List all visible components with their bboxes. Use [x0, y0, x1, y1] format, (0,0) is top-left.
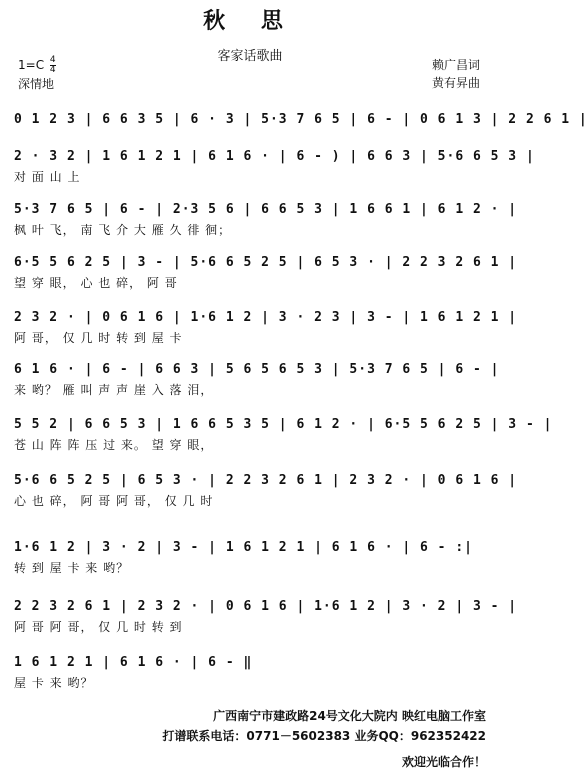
key-value: 1=C	[18, 58, 45, 72]
key-signature	[18, 56, 56, 75]
notation-line: 1 6 1 2 1 | 6 1 6 · | 6 - ‖	[14, 654, 253, 670]
lyric-line: 阿 哥 阿 哥， 仅 几 时 转 到	[14, 619, 183, 634]
footer-contact: 打谱联系电话：0771－5602383 业务QQ：962352422	[162, 729, 486, 743]
staff-system-1	[14, 108, 588, 148]
footer-address: 广西南宁市建政路24号文化大院内 映红电脑工作室	[213, 709, 486, 723]
tempo-marking: 深情地	[18, 77, 55, 91]
staff-system-10	[14, 595, 518, 635]
notation-line: 2 2 3 2 6 1 | 2 3 2 · | 0 6 1 6 | 1·6 1 2 | 3 · 2 | 3 - |	[14, 598, 518, 614]
staff-system-2	[14, 145, 535, 185]
notation-line: 6 1 6 · | 6 - | 6 6 3 | 5 6 5 6 5 3 | 5·3 7 6 5 | 6 - |	[14, 361, 500, 377]
staff-system-9	[14, 536, 486, 576]
notation-line: 5 5 2 | 6 6 5 3 | 1 6 6 5 3 5 | 6 1 2 · | 6·5 5 6 2 5 | 3 - |	[14, 416, 553, 432]
notation-line: 2 3 2 · | 0 6 1 6 | 1·6 1 2 | 3 · 2 3 | 3 - | 1 6 1 2 1 |	[14, 309, 518, 325]
notation-line: 2 · 3 2 | 1 6 1 2 1 | 6 1 6 · | 6 - ) | 6 6 3 | 5·6 6 5 3 |	[14, 148, 535, 164]
staff-system-11	[14, 651, 486, 691]
lyric-line: 心 也 碎， 阿 哥 阿 哥， 仅 几 时	[14, 493, 214, 508]
staff-system-6	[14, 358, 500, 398]
time-bottom: 4	[49, 65, 56, 75]
notation-line: 6·5 5 6 2 5 | 3 - | 5·6 6 5 2 5 | 6 5 3 · | 2 2 3 2 6 1 |	[14, 254, 518, 270]
notation-line: 0 1 2 3 | 6 6 3 5 | 6 · 3 | 5·3 7 6 5 | 6 - | 0 6 1 3 | 2 2 6 1 |	[14, 111, 588, 127]
time-top: 4	[49, 55, 56, 65]
song-subtitle: 客家话歌曲	[217, 49, 283, 64]
composer-credit: 黄有昇曲	[431, 76, 480, 90]
staff-system-3	[14, 198, 518, 238]
lyric-line: 枫 叶 飞， 南 飞 介 大 雁 久 徘 徊；	[14, 222, 232, 237]
lyric-line: 望 穿 眼， 心 也 碎， 阿 哥	[14, 275, 178, 290]
footer-welcome: 欢迎光临合作！	[401, 755, 486, 769]
staff-system-5	[14, 306, 518, 346]
lyric-line: 屋 卡 来 哟？	[14, 675, 94, 690]
notation-line: 5·3 7 6 5 | 6 - | 2·3 5 6 | 6 6 5 3 | 1 6 6 1 | 6 1 2 · |	[14, 201, 518, 217]
song-title: 秋 思	[203, 8, 297, 34]
lyric-line: 苍 山 阵 阵 压 过 来。 望 穿 眼，	[14, 437, 214, 452]
lyricist-credit: 赖广昌词	[431, 58, 480, 72]
notation-line: 5·6 6 5 2 5 | 6 5 3 · | 2 2 3 2 6 1 | 2 3 2 · | 0 6 1 6 |	[14, 472, 518, 488]
lyric-line: 对 面 山 上	[14, 169, 81, 184]
lyric-line: 阿 哥， 仅 几 时 转 到 屋 卡	[14, 330, 183, 345]
staff-system-7	[14, 413, 553, 453]
staff-system-4	[14, 251, 518, 291]
staff-system-8	[14, 469, 518, 509]
time-signature	[50, 56, 56, 75]
lyric-line: 来 哟？ 雁 叫 声 声 崖 入 落 泪，	[14, 382, 214, 397]
notation-line: 1·6 1 2 | 3 · 2 | 3 - | 1 6 1 2 1 | 6 1 6 · | 6 - :|	[14, 539, 473, 555]
lyric-line: 转 到 屋 卡 来 哟？	[14, 560, 130, 575]
